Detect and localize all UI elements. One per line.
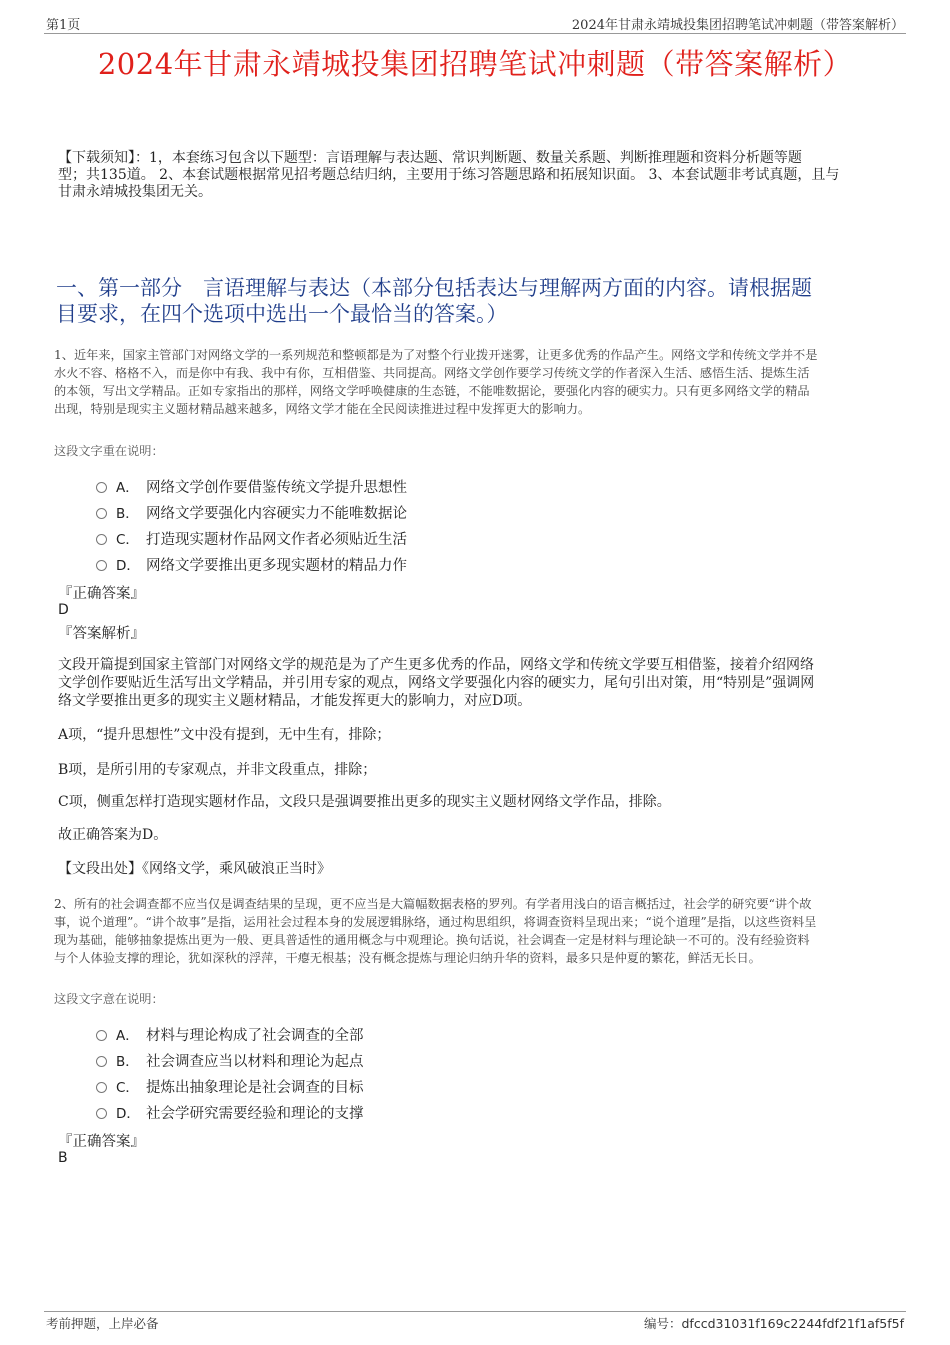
- option-text: 网络文学要强化内容硬实力不能唯数据论: [146, 505, 407, 522]
- analysis-note-a: A项，“提升思想性”文中没有提到，无中生有，排除；: [58, 727, 391, 743]
- notice-line: 甘肃永靖城投集团无关。: [58, 184, 212, 200]
- question-1-option-d[interactable]: [96, 554, 407, 574]
- analysis-conclusion: 故正确答案为D。: [58, 827, 168, 843]
- passage-source: 【文段出处】《网络文学，乘风破浪正当时》: [58, 861, 331, 877]
- page-number: 第1页: [46, 18, 81, 33]
- option-text: 材料与理论构成了社会调查的全部: [146, 1027, 364, 1044]
- question-2-option-c[interactable]: [96, 1076, 364, 1096]
- stem-line: 出现，特别是现实主义题材精品越来越多，网络文学才能在全民阅读推进过程中发挥更大的影响力。: [54, 402, 591, 416]
- notice-line: 【下载须知】：1，本套练习包含以下题型：言语理解与表达题、常识判断题、数量关系题、判断推理题和资料分析题等题: [58, 150, 802, 166]
- question-1-option-a[interactable]: [96, 476, 407, 496]
- radio-icon[interactable]: [96, 560, 107, 571]
- option-text: 提炼出抽象理论是社会调查的目标: [146, 1079, 364, 1096]
- footer-slogan: 考前押题，上岸必备: [46, 1316, 159, 1331]
- option-key: B．: [116, 506, 139, 522]
- radio-icon[interactable]: [96, 1082, 107, 1093]
- question-1-option-c[interactable]: [96, 528, 407, 548]
- analysis-note-b: B项，是所引用的专家观点，并非文段重点，排除；: [58, 762, 377, 778]
- option-text: 网络文学要推出更多现实题材的精品力作: [146, 557, 407, 574]
- stem-line: 1、近年来，国家主管部门对网络文学的一系列规范和整顿都是为了对整个行业拨开迷雾，让更多优秀的作品产生。网络文学和传统文学并不是: [54, 348, 818, 362]
- radio-icon[interactable]: [96, 534, 107, 545]
- question-2-option-a[interactable]: [96, 1024, 364, 1044]
- option-key: D．: [116, 558, 140, 574]
- footer-code-value: dfccd31031f169c2244fdf21f1af5f5f: [681, 1316, 904, 1331]
- radio-icon[interactable]: [96, 1056, 107, 1067]
- question-1-stem: [54, 346, 896, 418]
- footer-rule: [44, 1311, 906, 1312]
- footer-code-label: 编号：: [643, 1316, 682, 1331]
- option-text: 打造现实题材作品网文作者必须贴近生活: [146, 531, 407, 548]
- option-text: 社会调查应当以材料和理论为起点: [146, 1053, 364, 1070]
- header-doc-title: 2024年甘肃永靖城投集团招聘笔试冲刺题（带答案解析）: [571, 18, 904, 33]
- section-heading-line: 一、第一部分 言语理解与表达（本部分包括表达与理解两方面的内容。请根据题: [56, 276, 812, 300]
- answer-label: 『正确答案』: [58, 1134, 145, 1150]
- radio-icon[interactable]: [96, 482, 107, 493]
- footer-code: [644, 1314, 904, 1332]
- answer-value: D: [58, 602, 69, 618]
- page-title: 2024年甘肃永靖城投集团招聘笔试冲刺题（带答案解析）: [97, 47, 853, 81]
- question-2-stem: [54, 895, 896, 967]
- option-key: C．: [116, 1080, 139, 1096]
- option-key: D．: [116, 1106, 140, 1122]
- stem-line: 2、所有的社会调查都不应当仅是调查结果的呈现，更不应当是大篇幅数据表格的罗列。有学者用浅白的语言概括过，社会学的研究要“讲个故: [54, 897, 812, 911]
- stem-line: 现为基础，能够抽象提炼出更为一般、更具普适性的通用概念与中观理论。换句话说，社会调查一定是材料与理论缺一不可的。没有经验资料: [54, 933, 810, 947]
- section-heading-line: 目要求，在四个选项中选出一个最恰当的答案。）: [56, 302, 508, 326]
- download-notice: [58, 150, 898, 201]
- analysis-text: [58, 656, 900, 710]
- option-key: B．: [116, 1054, 139, 1070]
- question-1-option-b[interactable]: [96, 502, 407, 522]
- option-key: A．: [116, 480, 139, 496]
- answer-label: 『正确答案』: [58, 586, 145, 602]
- stem-line: 的本领，写出文学精品。正如专家指出的那样，网络文学呼唤健康的生态链，不能唯数据论，要强化内容的硬实力。只有更多网络文学的精品: [54, 384, 810, 398]
- notice-line: 型；共135道。 2、本套试题根据常见招考题总结归纳，主要用于练习答题思路和拓展知识面。 3、本套试题非考试真题，且与: [58, 167, 840, 183]
- analysis-line: 文学创作要贴近生活写出文学精品，并引用专家的观点，网络文学要强化内容的硬实力，尾句引出对策，用“特别是”强调网: [58, 675, 815, 691]
- radio-icon[interactable]: [96, 508, 107, 519]
- radio-icon[interactable]: [96, 1108, 107, 1119]
- option-key: A．: [116, 1028, 139, 1044]
- analysis-note-c: C项，侧重怎样打造现实题材作品，文段只是强调要推出更多的现实主义题材网络文学作品，排除。: [58, 794, 671, 810]
- analysis-line: 文段开篇提到国家主管部门对网络文学的规范是为了产生更多优秀的作品，网络文学和传统文学要互相借鉴，接着介绍网络: [58, 657, 814, 673]
- answer-value: B: [58, 1150, 68, 1166]
- question-2-prompt: 这段文字意在说明：: [54, 992, 164, 1006]
- analysis-label: 『答案解析』: [58, 626, 145, 642]
- stem-line: 与个人体验支撑的理论，犹如深秋的浮萍，干瘪无根基；没有概念提炼与理论归纳升华的资料，最多只是仲夏的繁花，鲜活无长日。: [54, 951, 761, 965]
- option-text: 社会学研究需要经验和理论的支撑: [146, 1105, 364, 1122]
- question-2-option-b[interactable]: [96, 1050, 364, 1070]
- stem-line: 水火不容、格格不入，而是你中有我、我中有你，互相借鉴、共同提高。网络文学创作要学习传统文学的作者深入生活、感悟生活、提炼生活: [54, 366, 810, 380]
- option-text: 网络文学创作要借鉴传统文学提升思想性: [146, 479, 407, 496]
- option-key: C．: [116, 532, 139, 548]
- analysis-line: 络文学要推出更多的现实主义题材精品，才能发挥更大的影响力，对应D项。: [58, 693, 532, 709]
- question-1-prompt: 这段文字重在说明：: [54, 444, 164, 458]
- stem-line: 事，说个道理”。“讲个故事”是指，运用社会过程本身的发展逻辑脉络，通过构思组织，将调查资料呈现出来；“说个道理”是指，以这些资料呈: [54, 915, 817, 929]
- radio-icon[interactable]: [96, 1030, 107, 1041]
- header-rule: [44, 33, 906, 34]
- section-heading: [56, 275, 896, 327]
- question-2-option-d[interactable]: [96, 1102, 364, 1122]
